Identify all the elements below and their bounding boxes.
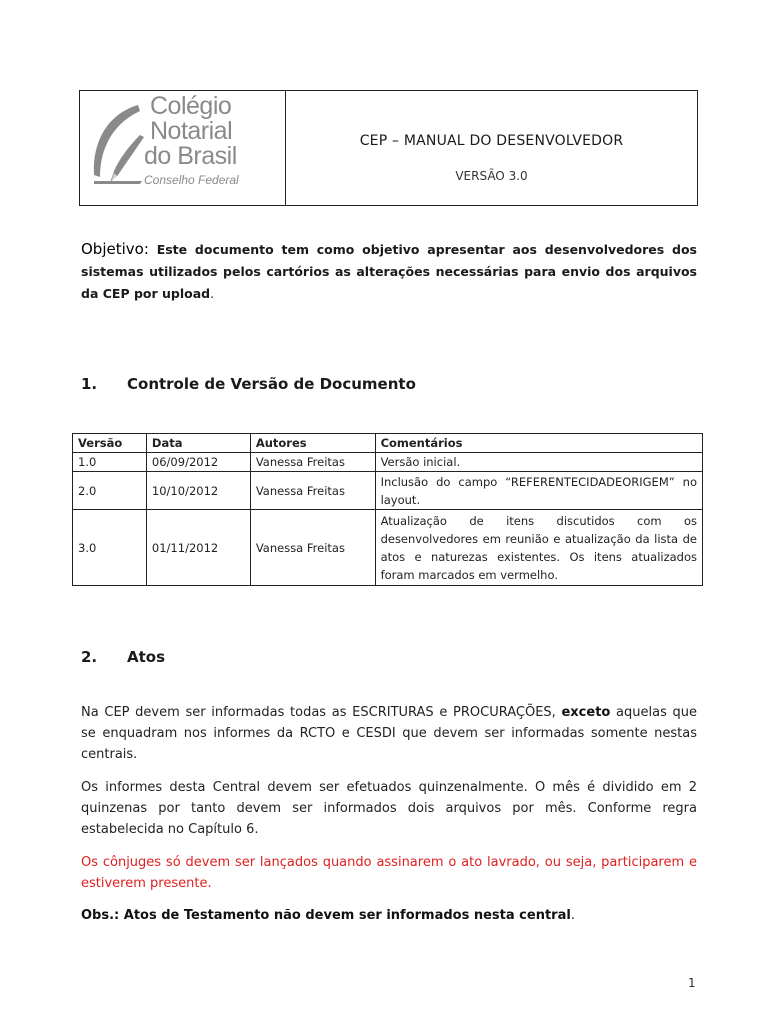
- paragraph-obs: [81, 905, 697, 926]
- table-header-row: [73, 434, 703, 453]
- paragraph-text: Na CEP devem ser informadas todas as ESCRITURAS e PROCURAÇÕES,: [81, 705, 562, 720]
- title-cell: [286, 91, 697, 205]
- header-box: [79, 90, 698, 206]
- logo-text-line1: Colégio: [150, 92, 232, 120]
- cell-version: 2.0: [73, 472, 147, 510]
- section-heading-atos: [81, 648, 165, 666]
- document-title: CEP – MANUAL DO DESENVOLVEDOR: [359, 133, 624, 149]
- table-row: [73, 510, 703, 586]
- paragraph-text: aquelas que se enquadram nos informes da RCTO e CESDI que devem ser informadas somente nestas centrais.: [81, 705, 698, 762]
- column-header-date: Data: [146, 434, 250, 453]
- paragraph-escrituras: [81, 702, 697, 765]
- cell-comment: Versão inicial.: [375, 453, 702, 472]
- cell-version: 3.0: [73, 510, 147, 586]
- section-title: Atos: [127, 648, 166, 666]
- objective-text: Este documento tem como objetivo apresentar aos desenvolvedores dos sistemas utilizados pelos cartórios as alterações necessárias para envio dos arquivos da CEP por upload: [81, 242, 697, 301]
- obs-text: : Atos de Testamento não devem ser informados nesta central: [114, 908, 571, 923]
- cell-author: Vanessa Freitas: [250, 453, 375, 472]
- objective-end: .: [210, 286, 215, 301]
- logo-text-line2: Notarial: [150, 117, 233, 145]
- version-table: [72, 433, 703, 586]
- paragraph-conjuges: Os cônjuges só devem ser lançados quando assinarem o ato lavrado, ou seja, participarem e estiverem presente.: [81, 855, 697, 891]
- section-number: 2.: [81, 648, 98, 666]
- obs-end: .: [570, 908, 575, 923]
- cell-version: 1.0: [73, 453, 147, 472]
- section-heading-version-control: [81, 375, 416, 393]
- paragraph-quinzenal: Os informes desta Central devem ser efetuados quinzenalmente. O mês é dividido em 2 quinzenas por tanto devem ser informados dois arquivos por mês. Conforme regra estabelecida no Capítulo 6.: [81, 780, 697, 837]
- cell-comment: Inclusão do campo “REFERENTECIDADEORIGEM” no layout.: [375, 472, 702, 510]
- logo-subtitle: Conselho Federal: [144, 173, 239, 187]
- cell-author: Vanessa Freitas: [250, 510, 375, 586]
- obs-label: Obs.: [81, 908, 115, 923]
- section-title: Controle de Versão de Documento: [127, 375, 416, 393]
- page-number: 1: [688, 976, 696, 990]
- cell-date: 01/11/2012: [146, 510, 250, 586]
- objective-paragraph: [81, 238, 697, 305]
- table-row: [73, 472, 703, 510]
- cell-author: Vanessa Freitas: [250, 472, 375, 510]
- cell-date: 06/09/2012: [146, 453, 250, 472]
- logo: [80, 91, 286, 205]
- section-number: 1.: [81, 375, 98, 393]
- cell-comment: Atualização de itens discutidos com os desenvolvedores em reunião e atualização da lista de atos e naturezas existentes. Os itens atualizados foram marcados em vermelho.: [375, 510, 702, 586]
- column-header-comments: Comentários: [375, 434, 702, 453]
- quill-pen-icon: [80, 91, 150, 207]
- column-header-authors: Autores: [250, 434, 375, 453]
- logo-text-line3: do Brasil: [144, 142, 237, 170]
- column-header-version: Versão: [73, 434, 147, 453]
- paragraph-bold-text: exceto: [561, 705, 611, 720]
- table-row: [73, 453, 703, 472]
- cell-date: 10/10/2012: [146, 472, 250, 510]
- objective-label: Objetivo:: [81, 240, 149, 258]
- document-version: VERSÃO 3.0: [455, 169, 528, 183]
